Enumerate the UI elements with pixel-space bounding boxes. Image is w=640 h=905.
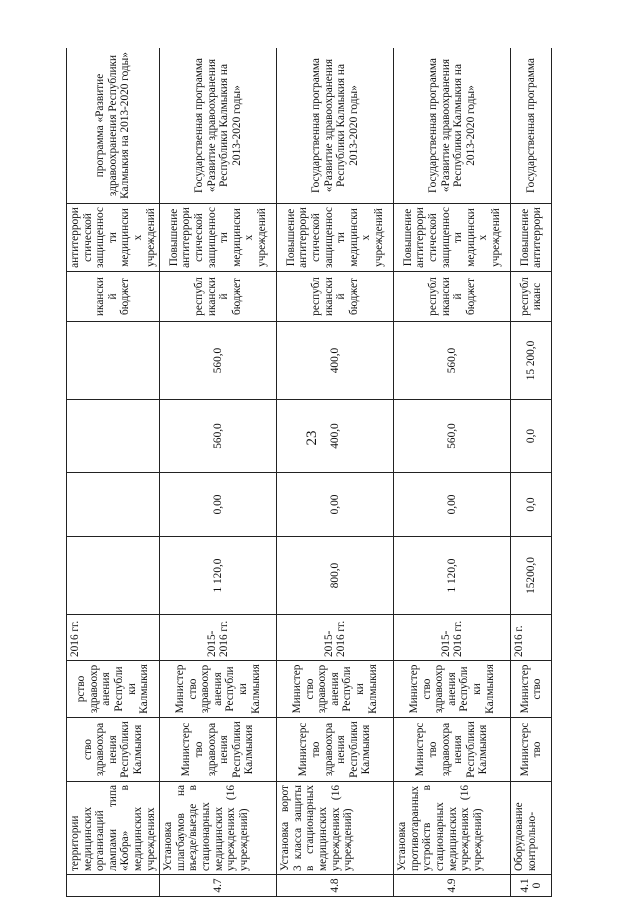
total-cell: 1 120,0 (160, 537, 277, 615)
coexecutor-cell: рство здравоохранения Республики Калмыкия (67, 661, 160, 718)
result-cell: Повышение антитеррористической защищенности медицинских учреждений (160, 204, 277, 272)
value-2017-cell: 560,0 (394, 322, 511, 400)
value-2015-cell: 0,00 (160, 473, 277, 537)
action-cell: территории медицинских организаций лампами типа «Кобра» в медицинских учреждениях (67, 782, 160, 875)
coexecutor-cell: Министерство здравоохранения Республики Калмыкия (277, 661, 394, 718)
result-cell: антитеррористической защищенности медицинских учреждений (67, 204, 160, 272)
activities-table (66, 48, 552, 897)
value-2016-cell: 400,0 (277, 400, 394, 473)
executor-cell: Министерство здравоохранения Республики Калмыкия (160, 718, 277, 782)
value-2015-cell (67, 473, 160, 537)
source-cell: республиканский бюджет (394, 272, 511, 322)
value-2016-cell: 560,0 (394, 400, 511, 473)
value-2016-cell: 0,0 (511, 400, 552, 473)
executor-cell: Министерство здравоохранения Республики Калмыкия (277, 718, 394, 782)
term-cell: 2015-2016 гг. (277, 615, 394, 661)
coexecutor-cell: Министерство здравоохранения Республики Калмыкия (394, 661, 511, 718)
result-cell: Повышение антитеррористической защищенности медицинских учреждений (277, 204, 394, 272)
term-cell: 2016 г. (511, 615, 552, 661)
row-number: 4.9 (394, 875, 511, 897)
action-cell: Оборудование контрольно- (511, 782, 552, 875)
program-cell: программа «Развитие здравоохранения Республики Калмыкия на 2013-2020 годы» (67, 48, 160, 204)
value-2017-cell: 560,0 (160, 322, 277, 400)
row-number: 4.8 (277, 875, 394, 897)
page-number: 23 (303, 430, 320, 446)
value-2016-cell (67, 400, 160, 473)
total-cell: 800,0 (277, 537, 394, 615)
value-2015-cell: 0,0 (511, 473, 552, 537)
value-2016-cell: 560,0 (160, 400, 277, 473)
program-cell: Государственная программа (511, 48, 552, 204)
coexecutor-cell: Министерство (511, 661, 552, 718)
action-cell: Установка ворот 3 класса защиты в стационарных медицинских учреждениях (16 учреждений) (277, 782, 394, 875)
action-cell: Установка шлагбаумов на въезде/выезде в стационарных медицинских учреждениях (16 учреждений) (160, 782, 277, 875)
total-cell: 15200,0 (511, 537, 552, 615)
coexecutor-cell: Министерство здравоохранения Республики Калмыкия (160, 661, 277, 718)
source-cell: республиканский бюджет (160, 272, 277, 322)
term-cell: 2015-2016 гг. (160, 615, 277, 661)
row-number (67, 875, 160, 897)
table-row (160, 48, 277, 897)
executor-cell: Министерство (511, 718, 552, 782)
value-2017-cell: 400,0 (277, 322, 394, 400)
program-cell: Государственная программа «Развитие здравоохранения Республики Калмыкия на 2013-2020 годы» (277, 48, 394, 204)
table-row (511, 48, 552, 897)
table-rotation-frame (66, 48, 562, 897)
term-cell: 2015-2016 гг. (394, 615, 511, 661)
table-row (277, 48, 394, 897)
row-number: 4.10 (511, 875, 552, 897)
total-cell: 1 120,0 (394, 537, 511, 615)
source-cell: иканский бюджет (67, 272, 160, 322)
table-row (67, 48, 160, 897)
program-cell: Государственная программа «Развитие здравоохранения Республики Калмыкия на 2013-2020 годы» (160, 48, 277, 204)
total-cell (67, 537, 160, 615)
term-cell: 2016 гг. (67, 615, 160, 661)
rotated-table-area (66, 48, 562, 897)
value-2017-cell: 15 200,0 (511, 322, 552, 400)
value-2015-cell: 0,00 (394, 473, 511, 537)
source-cell: республиканс (511, 272, 552, 322)
table-row (394, 48, 511, 897)
source-cell: республиканский бюджет (277, 272, 394, 322)
result-cell: Повышение антитеррористической защищенности медицинских учреждений (394, 204, 511, 272)
row-number: 4.7 (160, 875, 277, 897)
executor-cell: Министерство здравоохранения Республики Калмыкия (394, 718, 511, 782)
value-2017-cell (67, 322, 160, 400)
action-cell: Установка противотаранных устройств в стационарных медицинских учреждениях (16 учреждений) (394, 782, 511, 875)
result-cell: Повышение антитеррори (511, 204, 552, 272)
value-2015-cell: 0,00 (277, 473, 394, 537)
program-cell: Государственная программа «Развитие здравоохранения Республики Калмыкия на 2013-2020 годы» (394, 48, 511, 204)
executor-cell: ство здравоохранения Республики Калмыкия (67, 718, 160, 782)
